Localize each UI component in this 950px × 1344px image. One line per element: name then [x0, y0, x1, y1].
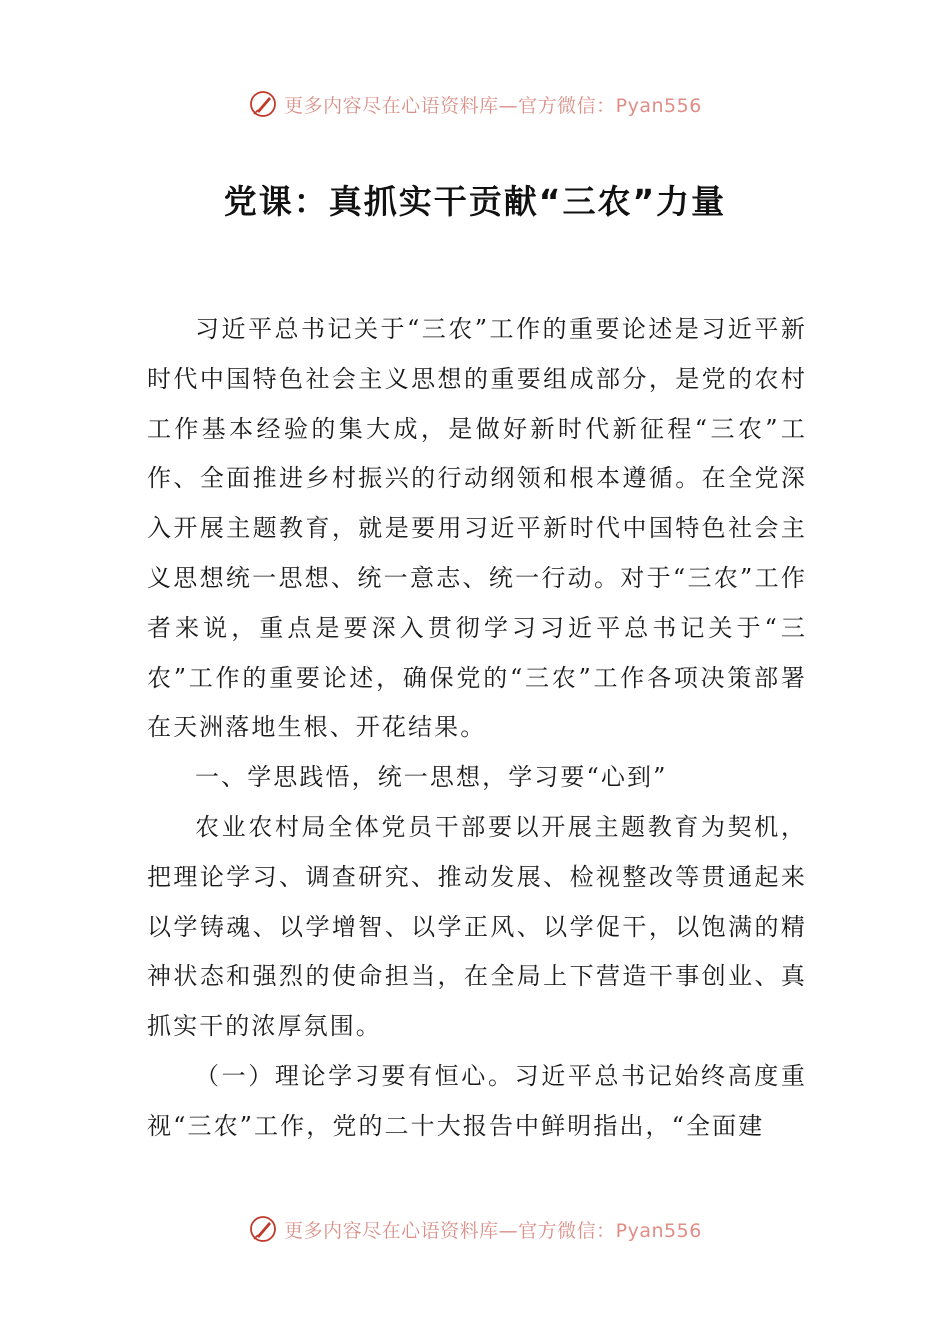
header-watermark — [0, 86, 950, 122]
watermark-text: 更多内容尽在心语资料库—官方微信：Pyan556 — [284, 94, 702, 117]
footer-watermark — [0, 1211, 950, 1247]
watermark-text: 更多内容尽在心语资料库—官方微信：Pyan556 — [284, 1219, 702, 1242]
section-heading-1: 一、学思践悟，统一思想，学习要“心到” — [195, 763, 668, 792]
quill-pen-circle-icon — [248, 89, 278, 119]
document-body — [147, 305, 807, 1152]
watermark-wechat-id: Pyan556 — [615, 94, 702, 117]
paragraph-intro: 习近平总书记关于“三农”工作的重要论述是习近平新时代中国特色社会主义思想的重要组成部分，是党的农村工作基本经验的集大成，是做好新时代新征程“三农”工作、全面推进乡村振兴的行动纲领和根本遵循。在全党深入开展主题教育，就是要用习近平新时代中国特色社会主义思想统一思想、统一意志、统一行动。对于“三农”工作者来说，重点是要深入贯彻学习习近平总书记关于“三农”工作的重要论述，确保党的“三农”工作各项决策部署在天洲落地生根、开花结果。 — [147, 315, 807, 742]
quill-pen-circle-icon — [248, 1214, 278, 1244]
document-title: 党课：真抓实干贡献“三农”力量 — [223, 182, 727, 221]
paragraph-subsection-1: （一）理论学习要有恒心。习近平总书记始终高度重视“三农”工作，党的二十大报告中鲜明指出，“全面建 — [147, 1061, 807, 1140]
watermark-wechat-id: Pyan556 — [615, 1219, 702, 1242]
paragraph-section-1: 农业农村局全体党员干部要以开展主题教育为契机，把理论学习、调查研究、推动发展、检视整改等贯通起来以学铸魂、以学增智、以学正风、以学促干，以饱满的精神状态和强烈的使命担当，在全局上下营造干事创业、真抓实干的浓厚氛围。 — [147, 812, 807, 1041]
